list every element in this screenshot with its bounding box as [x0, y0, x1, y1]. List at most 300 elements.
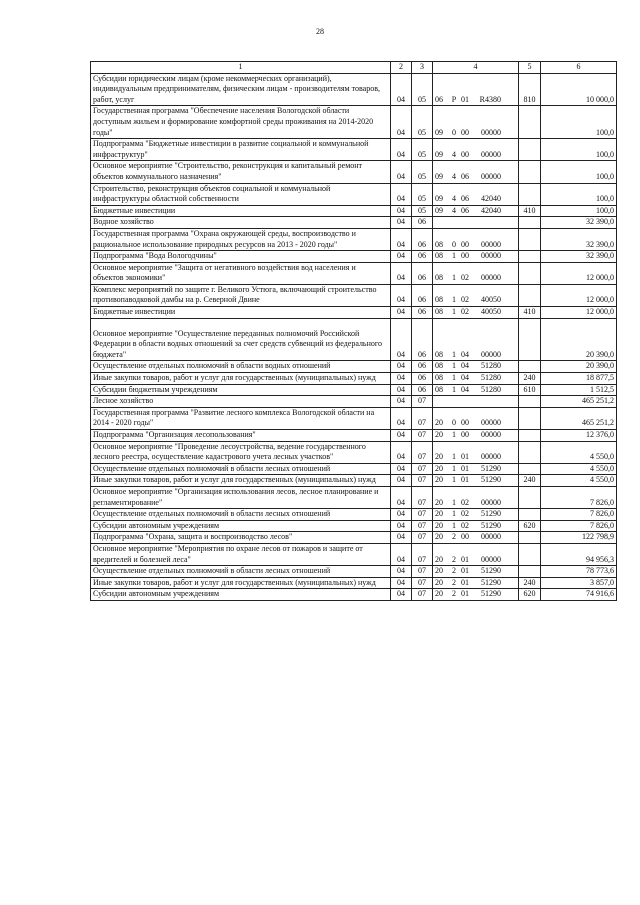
row-target-article — [433, 251, 519, 263]
row-expense-type — [519, 509, 541, 521]
row-subsection: 05 — [412, 183, 433, 205]
target-article-part: 00 — [461, 239, 469, 249]
target-article-part: 04 — [461, 361, 469, 371]
target-article-part: 02 — [461, 497, 469, 507]
header-cell: 6 — [541, 62, 617, 74]
target-article-part: 00000 — [481, 273, 501, 283]
target-article-part: 20 — [435, 430, 443, 439]
row-expense-type: 240 — [519, 475, 541, 487]
target-article-part: 42040 — [481, 205, 501, 215]
row-expense-type — [519, 361, 541, 373]
row-expense-type: 240 — [519, 577, 541, 589]
row-target-article — [433, 532, 519, 544]
target-article-part: 00000 — [481, 452, 501, 462]
row-target-article — [433, 106, 519, 139]
row-amount: 10 000,0 — [541, 73, 617, 106]
target-article-part: 02 — [461, 295, 469, 305]
row-name: Основное мероприятие "Защита от негативного воздействия вод населения и объектов экономики" — [91, 262, 391, 284]
target-article-part: 51290 — [481, 463, 501, 473]
row-amount: 12 000,0 — [541, 262, 617, 284]
target-article-part: 01 — [461, 94, 469, 104]
row-amount: 32 390,0 — [541, 217, 617, 229]
row-subsection: 05 — [412, 161, 433, 183]
table-row — [91, 509, 617, 521]
target-article-part: 01 — [461, 577, 469, 587]
row-name: Субсидии автономным учреждениям — [91, 589, 391, 601]
row-amount: 20 390,0 — [541, 318, 617, 361]
row-subsection: 05 — [412, 205, 433, 217]
target-article-part: 01 — [461, 452, 469, 462]
target-article-part: 1 — [452, 361, 456, 371]
target-article-part: 1 — [452, 520, 456, 530]
row-section: 04 — [391, 407, 412, 429]
row-expense-type: 240 — [519, 373, 541, 385]
row-expense-type: 810 — [519, 73, 541, 106]
row-subsection: 06 — [412, 373, 433, 385]
row-amount: 4 550,0 — [541, 475, 617, 487]
row-subsection: 06 — [412, 217, 433, 229]
row-amount: 465 251,2 — [541, 407, 617, 429]
table-row — [91, 396, 617, 408]
table-row — [91, 566, 617, 578]
row-name: Бюджетные инвестиции — [91, 307, 391, 319]
target-article-part: 2 — [452, 566, 456, 576]
row-subsection: 06 — [412, 384, 433, 396]
table-row — [91, 430, 617, 442]
row-expense-type — [519, 486, 541, 508]
target-article-part: 51290 — [481, 589, 501, 599]
row-section: 04 — [391, 430, 412, 442]
table-row — [91, 475, 617, 487]
target-article-part: 51290 — [481, 509, 501, 519]
target-article-part: 20 — [435, 475, 443, 485]
target-article-part: 09 — [435, 127, 443, 137]
row-target-article — [433, 407, 519, 429]
row-section: 04 — [391, 566, 412, 578]
target-article-part: 51280 — [481, 384, 501, 394]
budget-table — [90, 61, 617, 601]
row-subsection: 05 — [412, 73, 433, 106]
row-name: Иные закупки товаров, работ и услуг для государственных (муниципальных) нужд — [91, 475, 391, 487]
table-row — [91, 318, 617, 361]
row-section: 04 — [391, 251, 412, 263]
row-target-article — [433, 373, 519, 385]
row-subsection: 05 — [412, 106, 433, 139]
page-number: 28 — [316, 27, 324, 36]
row-target-article — [433, 318, 519, 361]
table-row — [91, 407, 617, 429]
row-section: 04 — [391, 361, 412, 373]
target-article-part: 08 — [435, 295, 443, 305]
row-subsection: 06 — [412, 307, 433, 319]
row-name: Основное мероприятие "Строительство, реконструкция и капитальный ремонт объектов коммунального назначения" — [91, 161, 391, 183]
row-amount: 122 798,9 — [541, 532, 617, 544]
row-amount: 100,0 — [541, 161, 617, 183]
target-article-part: 42040 — [481, 194, 501, 204]
target-article-part: 40050 — [481, 295, 501, 305]
row-expense-type — [519, 106, 541, 139]
target-article-part: R4380 — [479, 94, 501, 104]
target-article-part: 20 — [435, 532, 443, 542]
target-article-part: 4 — [452, 205, 456, 215]
table-row — [91, 73, 617, 106]
row-subsection: 07 — [412, 577, 433, 589]
row-target-article — [433, 589, 519, 601]
row-section: 04 — [391, 217, 412, 229]
target-article-part: 09 — [435, 149, 443, 159]
header-cell: 5 — [519, 62, 541, 74]
header-cell: 4 — [433, 62, 519, 74]
target-article-part: 00000 — [481, 251, 501, 261]
target-article-part: 00 — [461, 418, 469, 428]
row-amount: 100,0 — [541, 183, 617, 205]
header-cell: 2 — [391, 62, 412, 74]
row-name: Государственная программа "Обеспечение населения Вологодской области доступным жильем и формирование комфортной среды проживания на 2014-2020 годы" — [91, 106, 391, 139]
row-subsection: 07 — [412, 532, 433, 544]
target-article-part: 01 — [461, 589, 469, 599]
row-expense-type — [519, 396, 541, 408]
row-amount: 78 773,6 — [541, 566, 617, 578]
row-amount: 100,0 — [541, 139, 617, 161]
target-article-part: 1 — [452, 430, 456, 439]
row-expense-type — [519, 217, 541, 229]
row-target-article — [433, 475, 519, 487]
row-target-article — [433, 183, 519, 205]
row-target-article — [433, 139, 519, 161]
row-subsection: 06 — [412, 251, 433, 263]
row-amount: 32 390,0 — [541, 251, 617, 263]
row-name: Строительство, реконструкция объектов социальной и коммунальной инфраструктуры областной собственности — [91, 183, 391, 205]
row-subsection: 06 — [412, 318, 433, 361]
target-article-part: 00000 — [481, 239, 501, 249]
row-expense-type — [519, 441, 541, 463]
target-article-part: 02 — [461, 307, 469, 317]
table-row — [91, 262, 617, 284]
target-article-part: 20 — [435, 577, 443, 587]
table-row — [91, 441, 617, 463]
target-article-part: 1 — [452, 509, 456, 519]
row-name: Осуществление отдельных полномочий в области лесных отношений — [91, 509, 391, 521]
target-article-part: 00000 — [481, 349, 501, 359]
target-article-part: 1 — [452, 373, 456, 383]
target-article-part: 0 — [452, 127, 456, 137]
row-expense-type — [519, 463, 541, 475]
row-amount: 74 916,6 — [541, 589, 617, 601]
row-expense-type — [519, 228, 541, 250]
row-target-article — [433, 543, 519, 565]
row-subsection: 07 — [412, 463, 433, 475]
row-section: 04 — [391, 543, 412, 565]
row-name: Бюджетные инвестиции — [91, 205, 391, 217]
row-expense-type — [519, 139, 541, 161]
row-section: 04 — [391, 441, 412, 463]
target-article-part: 2 — [452, 554, 456, 564]
table-row — [91, 532, 617, 544]
target-article-part: 20 — [435, 452, 443, 462]
table-row — [91, 361, 617, 373]
target-article-part: 09 — [435, 205, 443, 215]
target-article-part: 08 — [435, 307, 443, 317]
row-name: Комплекс мероприятий по защите г. Великого Устюга, включающий строительство противопаводковой дамбы на р. Северной Двине — [91, 284, 391, 306]
header-cell: 3 — [412, 62, 433, 74]
row-expense-type — [519, 566, 541, 578]
table-row — [91, 106, 617, 139]
target-article-part: 02 — [461, 509, 469, 519]
table-row — [91, 251, 617, 263]
table-row — [91, 307, 617, 319]
row-target-article — [433, 520, 519, 532]
target-article-part: 1 — [452, 463, 456, 473]
row-name: Основное мероприятие "Проведение лесоустройства, ведение государственного лесного реестра, осуществление кадастрового учета лесных участков" — [91, 441, 391, 463]
row-subsection: 07 — [412, 509, 433, 521]
row-subsection: 07 — [412, 441, 433, 463]
row-section: 04 — [391, 486, 412, 508]
row-target-article — [433, 509, 519, 521]
row-amount: 4 550,0 — [541, 463, 617, 475]
row-target-article — [433, 384, 519, 396]
row-expense-type — [519, 251, 541, 263]
target-article-part: 20 — [435, 418, 443, 428]
table-row — [91, 183, 617, 205]
row-expense-type: 610 — [519, 384, 541, 396]
row-section: 04 — [391, 589, 412, 601]
row-amount: 465 251,2 — [541, 396, 617, 408]
target-article-part: 20 — [435, 589, 443, 599]
target-article-part: 02 — [461, 520, 469, 530]
row-name: Лесное хозяйство — [91, 396, 391, 408]
row-amount: 4 550,0 — [541, 441, 617, 463]
row-subsection: 07 — [412, 475, 433, 487]
row-expense-type — [519, 183, 541, 205]
target-article-part: 00 — [461, 532, 469, 542]
row-subsection: 07 — [412, 566, 433, 578]
target-article-part: 51280 — [481, 373, 501, 383]
target-article-part: 2 — [452, 577, 456, 587]
target-article-part: 00 — [461, 251, 469, 261]
row-target-article — [433, 486, 519, 508]
row-section: 04 — [391, 520, 412, 532]
target-article-part: 01 — [461, 554, 469, 564]
target-article-part: 01 — [461, 566, 469, 576]
target-article-part: 1 — [452, 295, 456, 305]
row-amount: 94 956,3 — [541, 543, 617, 565]
row-expense-type — [519, 161, 541, 183]
row-target-article — [433, 566, 519, 578]
row-section: 04 — [391, 161, 412, 183]
row-section: 04 — [391, 139, 412, 161]
row-name: Основное мероприятие "Осуществление переданных полномочий Российской Федерации в области водных отношений за счет средств субвенций из федерального бюджета" — [91, 318, 391, 361]
row-section: 04 — [391, 475, 412, 487]
row-section: 04 — [391, 373, 412, 385]
row-amount: 12 376,0 — [541, 430, 617, 442]
row-name: Подпрограмма "Организация лесопользования" — [91, 430, 391, 442]
header-cell: 1 — [91, 62, 391, 74]
target-article-part: 04 — [461, 349, 469, 359]
row-subsection: 06 — [412, 361, 433, 373]
row-section: 04 — [391, 577, 412, 589]
target-article-part: 0 — [452, 239, 456, 249]
row-amount: 7 826,0 — [541, 486, 617, 508]
target-article-part: 08 — [435, 239, 443, 249]
row-name: Подпрограмма "Охрана, защита и воспроизводство лесов" — [91, 532, 391, 544]
table-row — [91, 284, 617, 306]
target-article-part: 01 — [461, 475, 469, 485]
row-section: 04 — [391, 205, 412, 217]
row-subsection: 06 — [412, 228, 433, 250]
target-article-part: 0 — [452, 418, 456, 428]
row-section: 04 — [391, 262, 412, 284]
row-amount: 32 390,0 — [541, 228, 617, 250]
target-article-part: 04 — [461, 373, 469, 383]
target-article-part: 00 — [461, 127, 469, 137]
row-subsection: 06 — [412, 284, 433, 306]
target-article-part: 4 — [452, 194, 456, 204]
target-article-part: 1 — [452, 307, 456, 317]
target-article-part: 1 — [452, 497, 456, 507]
target-article-part: 1 — [452, 452, 456, 462]
row-name: Осуществление отдельных полномочий в области лесных отношений — [91, 566, 391, 578]
target-article-part: 1 — [452, 273, 456, 283]
row-subsection: 07 — [412, 430, 433, 442]
row-expense-type — [519, 262, 541, 284]
row-section: 04 — [391, 73, 412, 106]
row-target-article — [433, 463, 519, 475]
row-target-article — [433, 228, 519, 250]
row-name: Подпрограмма "Бюджетные инвестиции в развитие социальной и коммунальной инфраструктур" — [91, 139, 391, 161]
table-row — [91, 384, 617, 396]
target-article-part: 4 — [452, 149, 456, 159]
row-amount: 1 512,5 — [541, 384, 617, 396]
row-expense-type — [519, 532, 541, 544]
target-article-part: 08 — [435, 251, 443, 261]
target-article-part: 00 — [461, 430, 469, 439]
row-subsection: 05 — [412, 139, 433, 161]
target-article-part: 51280 — [481, 361, 501, 371]
target-article-part: 00000 — [481, 430, 501, 439]
target-article-part: 1 — [452, 475, 456, 485]
row-subsection: 07 — [412, 589, 433, 601]
target-article-part: 2 — [452, 532, 456, 542]
row-subsection: 07 — [412, 407, 433, 429]
row-name: Подпрограмма "Вода Вологодчины" — [91, 251, 391, 263]
table-row — [91, 520, 617, 532]
table-row — [91, 228, 617, 250]
target-article-part: 20 — [435, 566, 443, 576]
target-article-part: 40050 — [481, 307, 501, 317]
row-name: Субсидии юридическим лицам (кроме некоммерческих организаций), индивидуальным предпринимателям, физическим лицам - производителям товаров, работ, услуг — [91, 73, 391, 106]
row-section: 04 — [391, 509, 412, 521]
row-target-article — [433, 284, 519, 306]
row-name: Субсидии бюджетным учреждениям — [91, 384, 391, 396]
row-section: 04 — [391, 284, 412, 306]
row-name: Иные закупки товаров, работ и услуг для государственных (муниципальных) нужд — [91, 577, 391, 589]
target-article-part: 00000 — [481, 497, 501, 507]
row-expense-type — [519, 430, 541, 442]
table-row — [91, 205, 617, 217]
row-amount: 100,0 — [541, 205, 617, 217]
target-article-part: 51290 — [481, 475, 501, 485]
row-subsection: 07 — [412, 543, 433, 565]
table-row — [91, 139, 617, 161]
target-article-part: 08 — [435, 273, 443, 283]
table-row — [91, 217, 617, 229]
row-target-article — [433, 73, 519, 106]
budget-table-body — [91, 62, 617, 601]
target-article-part: 02 — [461, 273, 469, 283]
row-amount: 3 857,0 — [541, 577, 617, 589]
row-subsection: 07 — [412, 396, 433, 408]
target-article-part: 00000 — [481, 171, 501, 181]
target-article-part: 08 — [435, 384, 443, 394]
row-amount: 12 000,0 — [541, 307, 617, 319]
target-article-part: 08 — [435, 361, 443, 371]
target-article-part: 06 — [435, 94, 443, 104]
row-name: Водное хозяйство — [91, 217, 391, 229]
target-article-part: 20 — [435, 509, 443, 519]
target-article-part: 2 — [452, 589, 456, 599]
row-amount: 7 826,0 — [541, 509, 617, 521]
row-target-article — [433, 217, 519, 229]
row-section: 04 — [391, 384, 412, 396]
target-article-part: 01 — [461, 463, 469, 473]
row-name: Государственная программа "Охрана окружающей среды, воспроизводство и рациональное использование природных ресурсов на 2013 - 2020 годы" — [91, 228, 391, 250]
row-section: 04 — [391, 228, 412, 250]
target-article-part: 06 — [461, 194, 469, 204]
target-article-part: 00 — [461, 149, 469, 159]
row-section: 04 — [391, 307, 412, 319]
target-article-part: 09 — [435, 171, 443, 181]
row-expense-type: 620 — [519, 589, 541, 601]
row-section: 04 — [391, 532, 412, 544]
row-name: Основное мероприятие "Организация использования лесов, лесное планирование и регламентирование" — [91, 486, 391, 508]
target-article-part: 06 — [461, 171, 469, 181]
row-section: 04 — [391, 318, 412, 361]
target-article-part: 08 — [435, 349, 443, 359]
row-name: Осуществление отдельных полномочий в области водных отношений — [91, 361, 391, 373]
table-row — [91, 543, 617, 565]
row-subsection: 06 — [412, 262, 433, 284]
table-row — [91, 463, 617, 475]
row-target-article — [433, 205, 519, 217]
row-target-article — [433, 262, 519, 284]
target-article-part: 06 — [461, 205, 469, 215]
row-expense-type — [519, 318, 541, 361]
row-amount: 20 390,0 — [541, 361, 617, 373]
target-article-part: 1 — [452, 384, 456, 394]
row-target-article — [433, 161, 519, 183]
row-amount: 100,0 — [541, 106, 617, 139]
table-row — [91, 577, 617, 589]
row-expense-type — [519, 543, 541, 565]
target-article-part: 00000 — [481, 554, 501, 564]
target-article-part: 00000 — [481, 532, 501, 542]
row-section: 04 — [391, 106, 412, 139]
table-row — [91, 486, 617, 508]
row-expense-type: 620 — [519, 520, 541, 532]
target-article-part: 09 — [435, 194, 443, 204]
row-name: Осуществление отдельных полномочий в области лесных отношений — [91, 463, 391, 475]
row-amount: 18 877,5 — [541, 373, 617, 385]
target-article-part: 00000 — [481, 127, 501, 137]
row-name: Государственная программа "Развитие лесного комплекса Вологодской области на 2014 - 2020 годы" — [91, 407, 391, 429]
row-target-article — [433, 396, 519, 408]
row-target-article — [433, 577, 519, 589]
row-target-article — [433, 430, 519, 442]
table-row — [91, 589, 617, 601]
row-subsection: 07 — [412, 486, 433, 508]
row-name: Иные закупки товаров, работ и услуг для государственных (муниципальных) нужд — [91, 373, 391, 385]
row-section: 04 — [391, 183, 412, 205]
